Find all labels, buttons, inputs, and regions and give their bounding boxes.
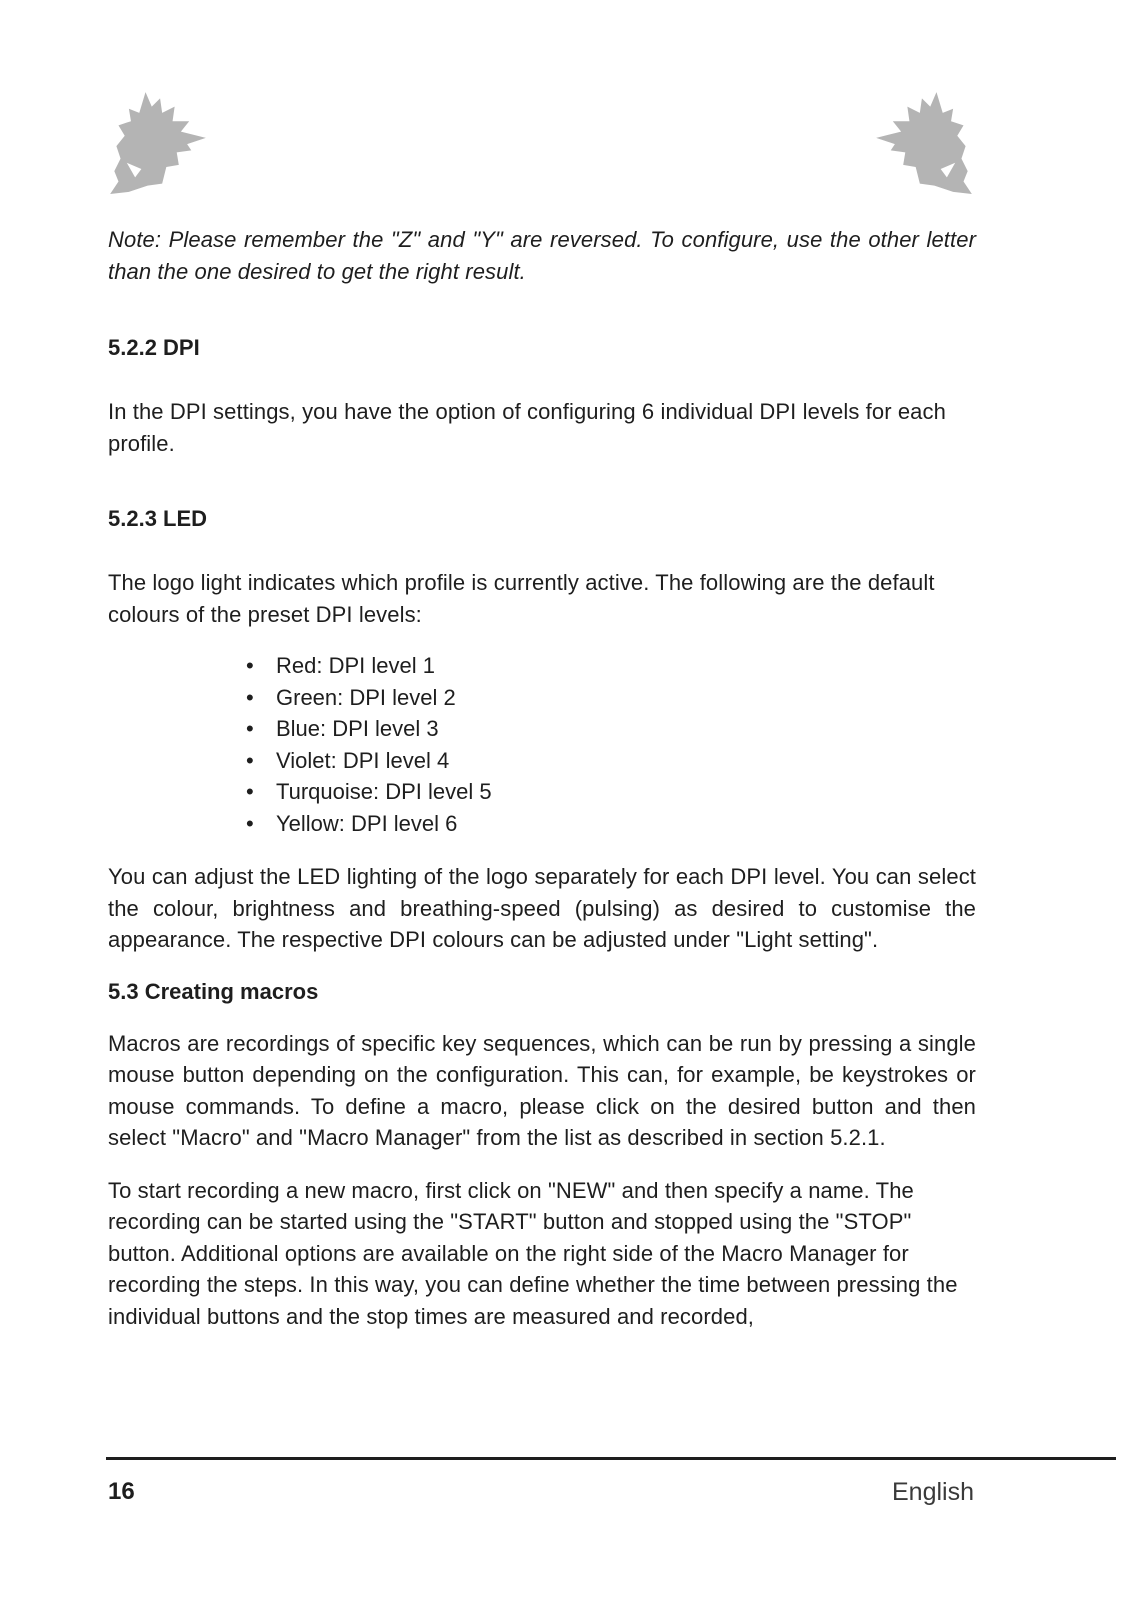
wolf-head-icon: [106, 90, 210, 194]
section-heading-macros: 5.3 Creating macros: [108, 978, 319, 1004]
section-heading-led: 5.2.3 LED: [108, 506, 208, 531]
list-item: • Blue: DPI level 3: [246, 716, 439, 741]
section-heading-dpi: 5.2.2 DPI: [108, 335, 200, 360]
footer-divider: [106, 1457, 1116, 1460]
page-content: [108, 224, 976, 1332]
dpi-paragraph: In the DPI settings, you have the option of configuring 6 individual DPI levels for each profile.: [108, 399, 946, 456]
page-number: 16: [108, 1478, 135, 1505]
macros-paragraph-2: To start recording a new macro, first click on "NEW" and then specify a name. The recording can be started using the "START" button and stopped using the "STOP" button. Additional options are available on the right side of the Macro Manager for recording the steps. In this way, you can define whether the time between pressing the individual buttons and the stop times are measured and recorded,: [108, 1177, 958, 1329]
macros-paragraph-1: Macros are recordings of specific key sequences, which can be run by pressing a single mouse button depending on the configuration. This can, for example, be keystrokes or mouse commands. To define a macro, please click on the desired button and then select "Macro" and "Macro Manager" from the list as described in section 5.2.1.: [108, 1030, 976, 1150]
list-item: • Yellow: DPI level 6: [246, 810, 458, 836]
wolf-head-icon: [872, 90, 976, 194]
list-item: • Red: DPI level 1: [246, 653, 435, 678]
list-item: • Turquoise: DPI level 5: [246, 779, 492, 804]
footer-language: English: [892, 1478, 974, 1506]
note-paragraph: Note: Please remember the "Z" and "Y" are reversed. To configure, use the other letter than the one desired to get the right result.: [108, 227, 976, 284]
list-item: • Violet: DPI level 4: [246, 747, 450, 773]
led-body-paragraph: You can adjust the LED lighting of the logo separately for each DPI level. You can select the colour, brightness and breathing-speed (pulsing) as desired to customise the appearance. The respective DPI colours can be adjusted under "Light setting".: [108, 864, 976, 952]
led-intro-paragraph: The logo light indicates which profile is currently active. The following are the default colours of the preset DPI levels:: [108, 570, 935, 627]
dpi-level-list: [108, 650, 976, 839]
list-item: • Green: DPI level 2: [246, 684, 456, 710]
